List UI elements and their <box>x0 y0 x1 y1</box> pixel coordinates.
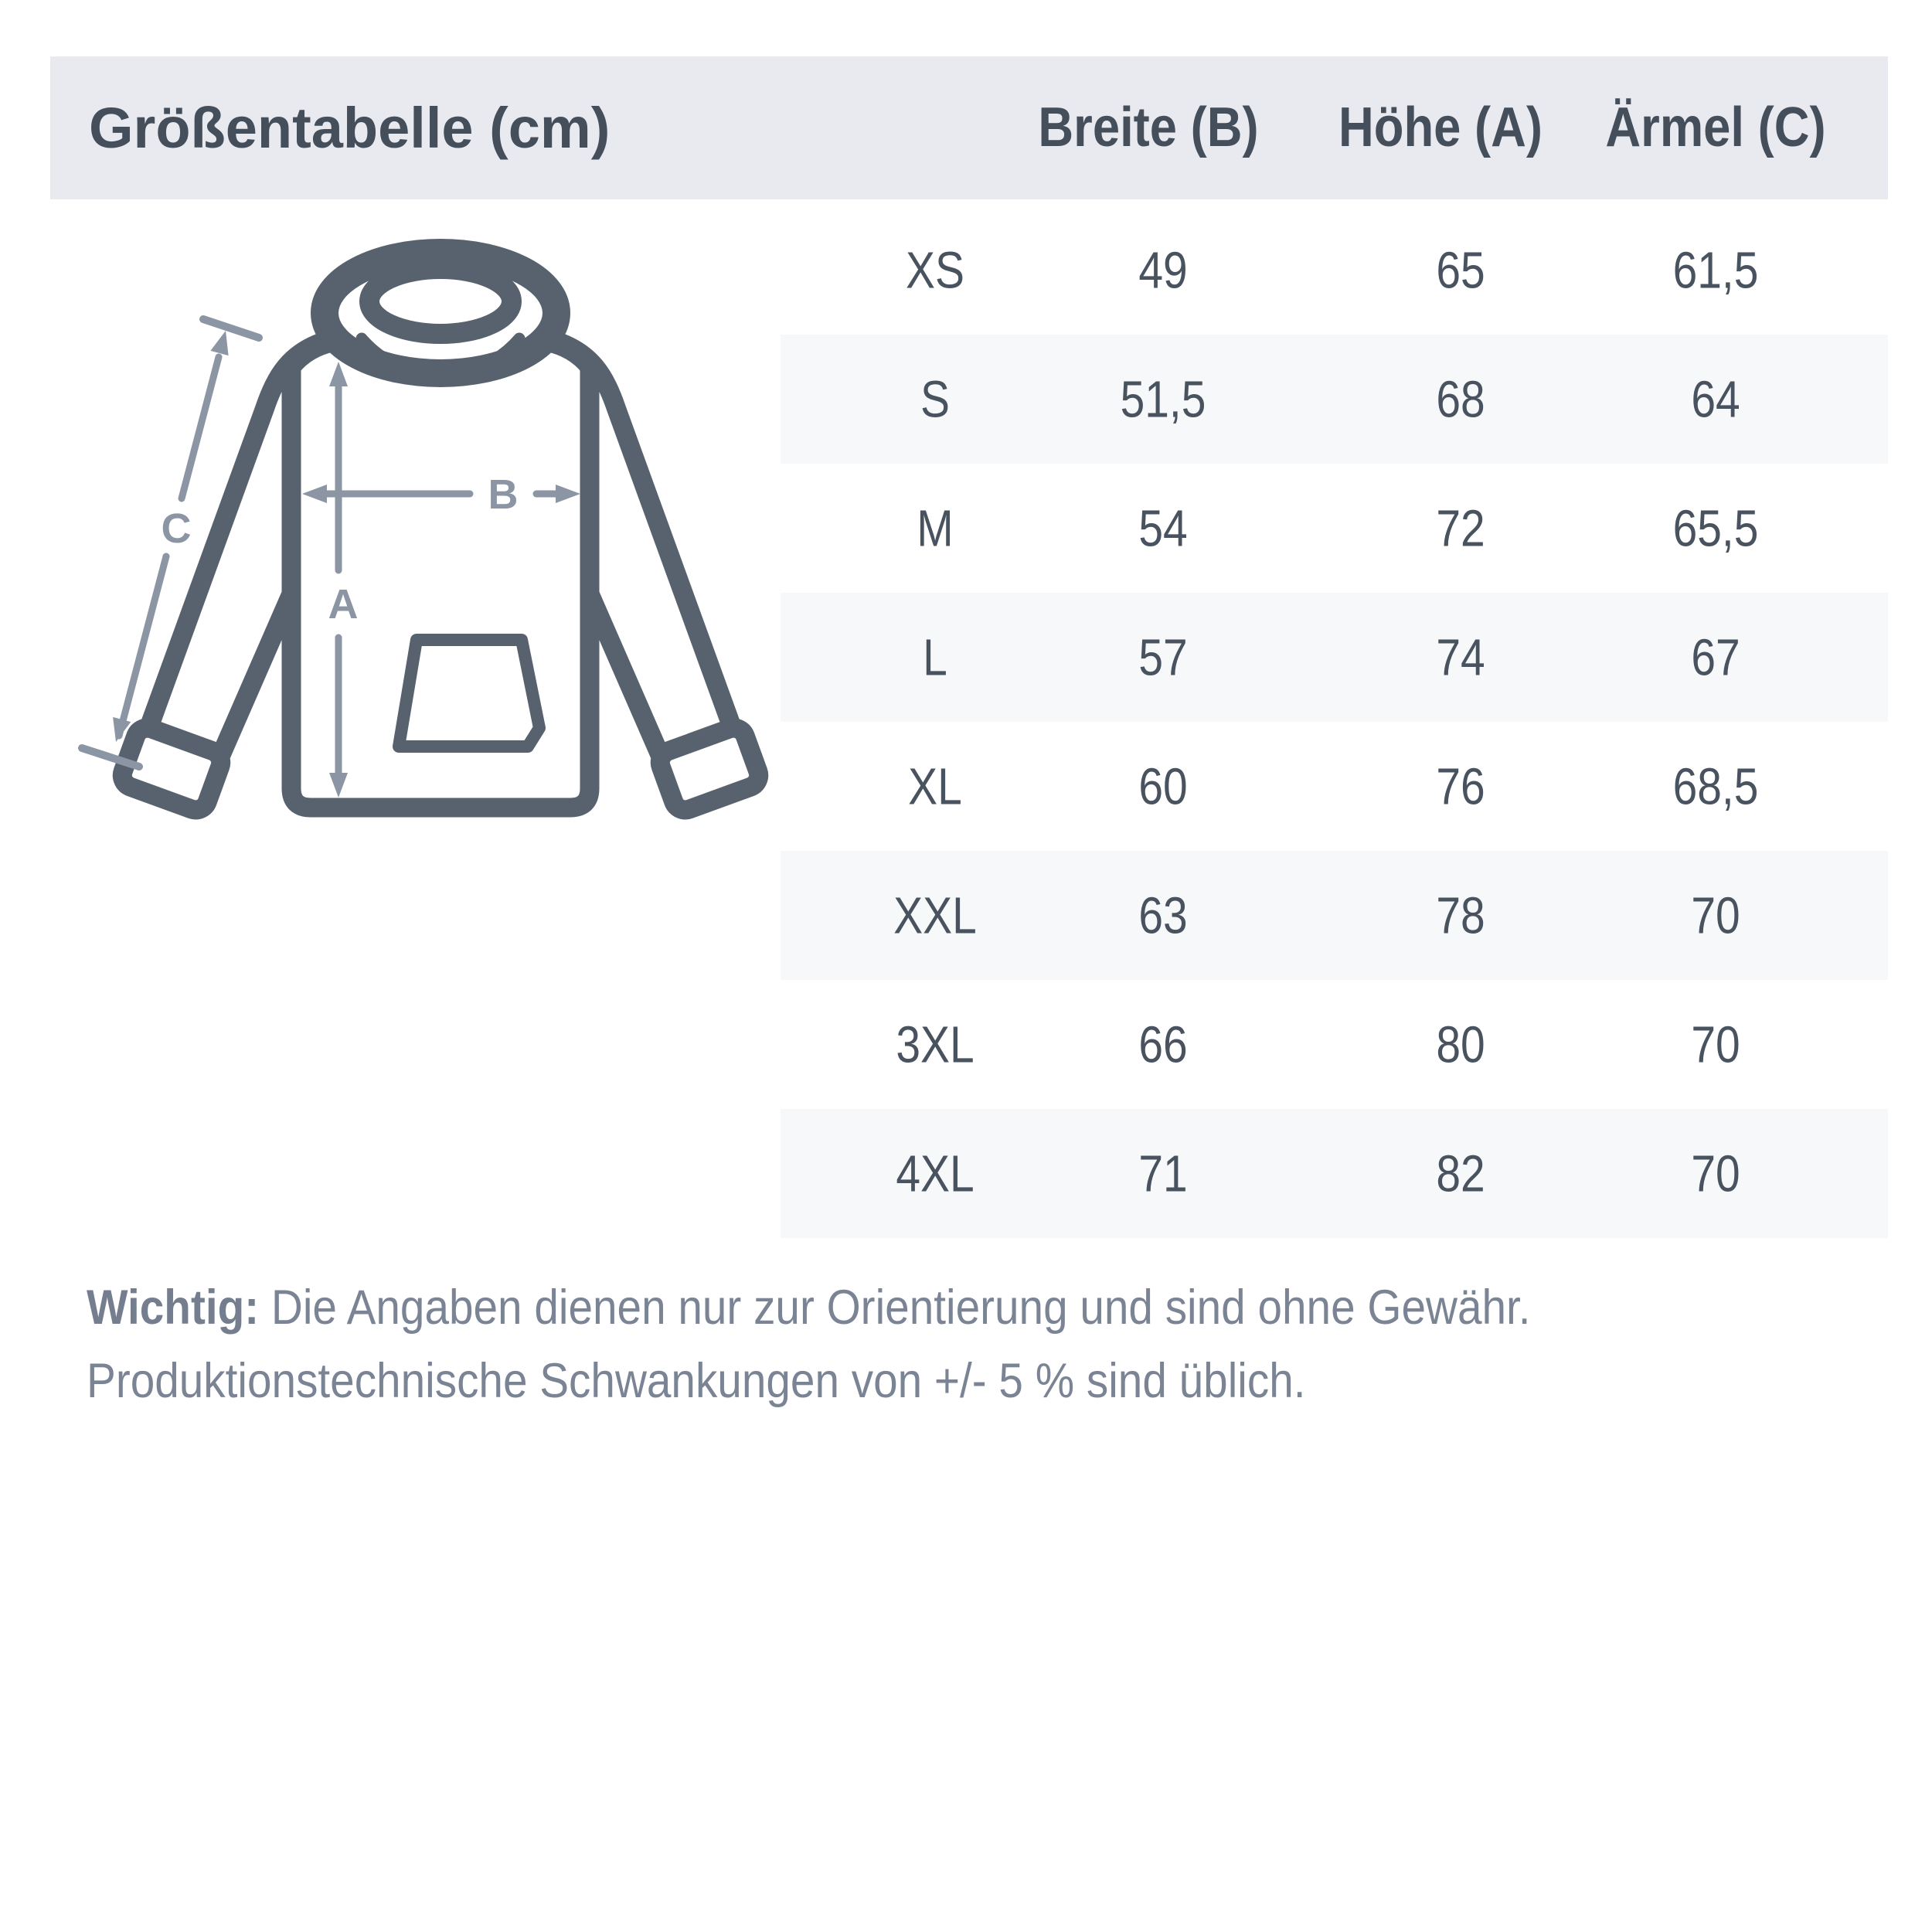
arrow-c-line-top <box>182 357 219 498</box>
hoehe-value: 76 <box>1436 757 1485 815</box>
table-row-l <box>781 593 1888 722</box>
hoehe-value: 80 <box>1436 1015 1485 1073</box>
label-a: A <box>328 581 359 628</box>
size-label: XS <box>906 241 964 299</box>
page-title: Größentabelle (cm) <box>89 96 611 160</box>
breite-value: 49 <box>1138 241 1188 299</box>
arrow-c-head-up <box>210 331 228 355</box>
table-row-4xl <box>781 1109 1888 1238</box>
size-label: XXL <box>893 886 977 944</box>
table-row-s <box>781 335 1888 464</box>
breite-value: 54 <box>1138 499 1188 557</box>
table-row-xs <box>781 206 1888 335</box>
size-label: XL <box>908 757 962 815</box>
column-header-hoehe: Höhe (A) <box>1338 97 1543 158</box>
hood-inner-ring <box>369 269 512 334</box>
size-table <box>781 206 1888 1238</box>
size-label: 4XL <box>896 1145 975 1202</box>
table-row-xl <box>781 722 1888 851</box>
disclaimer-note <box>87 1271 1770 1418</box>
aermel-value: 70 <box>1691 886 1740 944</box>
arrow-c-top-tick <box>203 319 259 338</box>
aermel-value: 65,5 <box>1672 499 1759 557</box>
label-c: C <box>161 505 192 552</box>
hoodie-pocket <box>399 640 539 747</box>
breite-value: 66 <box>1138 1015 1188 1073</box>
hoehe-value: 65 <box>1436 241 1485 299</box>
column-header-breite: Breite (B) <box>1038 97 1259 158</box>
size-label: L <box>923 628 947 686</box>
hoehe-value: 78 <box>1436 886 1485 944</box>
size-label: 3XL <box>896 1015 975 1073</box>
column-header-aermel: Ärmel (C) <box>1605 97 1826 158</box>
aermel-value: 68,5 <box>1672 757 1759 815</box>
breite-value: 60 <box>1138 757 1188 815</box>
table-row-xxl <box>781 851 1888 980</box>
breite-value: 57 <box>1138 628 1188 686</box>
table-row-3xl <box>781 980 1888 1109</box>
breite-value: 63 <box>1138 886 1188 944</box>
disclaimer-line1: Die Angaben dienen nur zur Orientierung und sind ohne Gewähr. <box>270 1281 1531 1335</box>
label-b: B <box>488 471 519 518</box>
hoehe-value: 74 <box>1436 628 1485 686</box>
table-header-bar <box>50 56 1888 199</box>
breite-value: 71 <box>1138 1145 1188 1202</box>
disclaimer-line2: Produktionstechnische Schwankungen von +/- 5 % sind üblich. <box>87 1354 1306 1408</box>
table-row-m <box>781 464 1888 593</box>
hoodie-measurement-diagram <box>54 224 796 889</box>
size-label: M <box>917 499 954 557</box>
size-label: S <box>920 370 950 428</box>
aermel-value: 70 <box>1691 1145 1740 1202</box>
hoehe-value: 68 <box>1436 370 1485 428</box>
breite-value: 51,5 <box>1120 370 1206 428</box>
aermel-value: 64 <box>1691 370 1740 428</box>
aermel-value: 67 <box>1691 628 1740 686</box>
disclaimer-label: Wichtig: <box>87 1281 260 1335</box>
aermel-value: 61,5 <box>1672 241 1759 299</box>
aermel-value: 70 <box>1691 1015 1740 1073</box>
hoehe-value: 82 <box>1436 1145 1485 1202</box>
hoehe-value: 72 <box>1436 499 1485 557</box>
